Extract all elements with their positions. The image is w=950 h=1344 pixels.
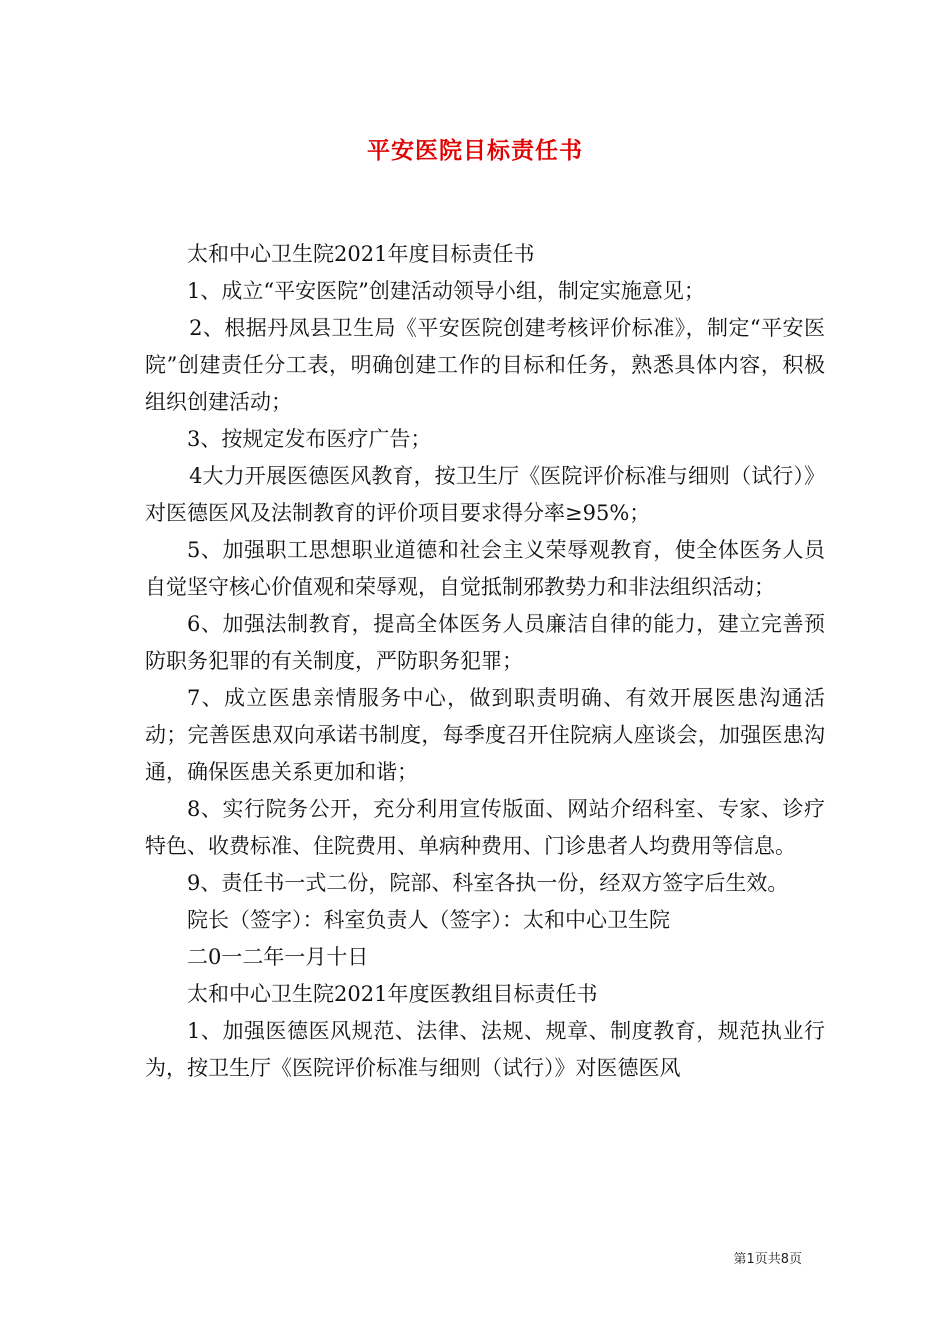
- paragraph-second-header: 太和中心卫生院2021年度医教组目标责任书: [187, 982, 598, 1006]
- paragraph-item-4: 4大力开展医德医风教育，按卫生厅《医院评价标准与细则（试行）》对医德医风及法制教育的评价项目要求得分率≥95%；: [145, 464, 825, 525]
- paragraph-item-2: 2、根据丹凤县卫生局《平安医院创建考核评价标准》，制定“平安医院”创建责任分工表，明确创建工作的目标和任务，熟悉具体内容，积极组织创建活动；: [145, 316, 825, 414]
- paragraph-item-8: 8、实行院务公开，充分利用宣传版面、网站介绍科室、专家、诊疗特色、收费标准、住院费用、单病种费用、门诊患者人均费用等信息。: [145, 797, 825, 858]
- paragraph-hospital-header: 太和中心卫生院2021年度目标责任书: [187, 242, 535, 266]
- paragraph-item-7: 7、成立医患亲情服务中心，做到职责明确、有效开展医患沟通活动；完善医患双向承诺书制度，每季度召开住院病人座谈会，加强医患沟通，确保医患关系更加和谐；: [145, 686, 825, 784]
- paragraph-item-1: 1、成立“平安医院”创建活动领导小组，制定实施意见；: [187, 279, 705, 303]
- page-number-footer: 第1页共8页: [733, 1252, 802, 1267]
- paragraph-date: 二0一二年一月十日: [187, 945, 369, 969]
- paragraph-signatures: 院长（签字）：科室负责人（签字）：太和中心卫生院: [187, 908, 670, 932]
- paragraph-item-9: 9、责任书一式二份，院部、科室各执一份，经双方签字后生效。: [187, 871, 789, 895]
- paragraph-second-item-1: 1、加强医德医风规范、法律、法规、规章、制度教育，规范执业行为，按卫生厅《医院评价标准与细则（试行）》对医德医风: [145, 1019, 825, 1080]
- paragraph-item-6: 6、加强法制教育，提高全体医务人员廉洁自律的能力，建立完善预防职务犯罪的有关制度，严防职务犯罪；: [145, 612, 825, 673]
- document-body: [145, 236, 825, 1087]
- paragraph-item-3: 3、按规定发布医疗广告；: [187, 427, 432, 451]
- document-title: 平安医院目标责任书: [367, 137, 583, 164]
- paragraph-item-5: 5、加强职工思想职业道德和社会主义荣辱观教育，使全体医务人员自觉坚守核心价值观和荣辱观，自觉抵制邪教势力和非法组织活动；: [145, 538, 825, 599]
